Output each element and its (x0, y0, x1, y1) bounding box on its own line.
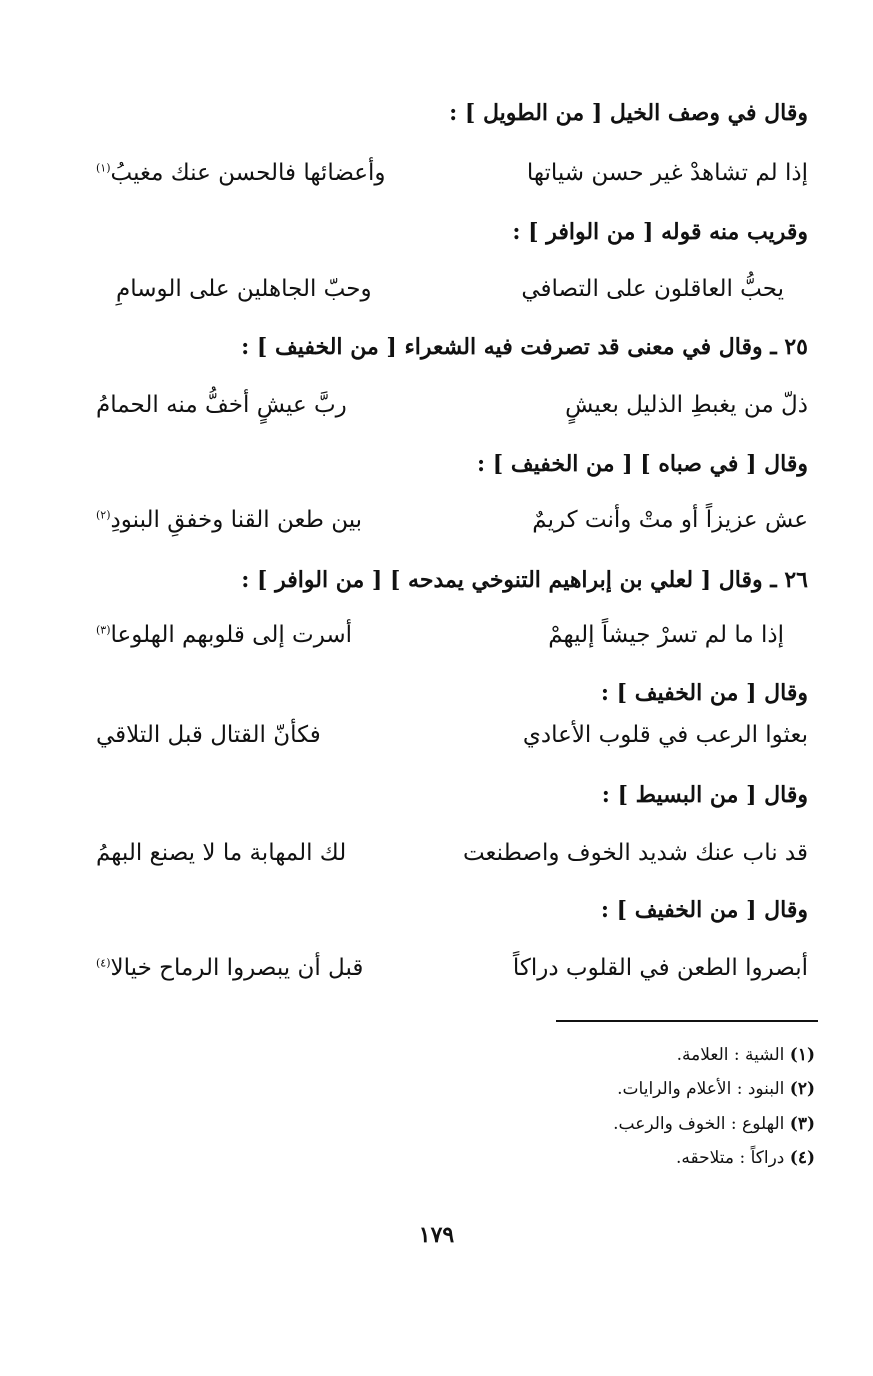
footnote-ref: (٤) (96, 956, 111, 970)
footnote-text: البنود : الأعلام والرايات. (617, 1079, 785, 1099)
verse-first-hemistich: عش عزيزاً أو متْ وأنت كريمٌ (532, 507, 808, 533)
footnote-number: (١) (789, 1045, 815, 1065)
verse-line (96, 272, 808, 306)
intro-line: وقال [ من الخفيف ] : (600, 897, 808, 923)
verse-first-hemistich: إذا لم تشاهدْ غير حسن شياتها (526, 160, 808, 186)
verse-first-hemistich: أبصروا الطعن في القلوب دراكاً (512, 955, 808, 981)
intro-line: وقال [ من الخفيف ] : (600, 680, 808, 706)
footnote-separator (556, 1020, 818, 1022)
footnote (677, 1043, 815, 1067)
verse-second-hemistich: وحبّ الجاهلين على الوسامِ (116, 276, 372, 302)
footnote (617, 1077, 815, 1101)
verse-second-hemistich: قبل أن يبصروا الرماح خيالا$^{(٤)}$ (96, 955, 364, 981)
footnote-ref: (٣) (96, 623, 111, 637)
verse-second-hemistich: ربَّ عيشٍ أخفُّ منه الحمامُ (96, 392, 347, 418)
footnote-ref: (٢) (96, 508, 111, 522)
footnote (613, 1112, 815, 1136)
intro-line: وقال [ من البسيط ] : (601, 782, 808, 808)
verse-first-hemistich: قد ناب عنك شديد الخوف واصطنعت (462, 840, 808, 866)
verse-line (96, 836, 808, 870)
footnote-ref: (١) (96, 161, 111, 175)
verse-second-hemistich: بين طعن القنا وخفقِ البنودِ$^{(٢)}$ (96, 507, 363, 533)
verse-line (96, 156, 808, 190)
intro-line: ٢٥ ـ وقال في معنى قد تصرفت فيه الشعراء [ من الخفيف ] : (241, 334, 808, 360)
verse-line (96, 503, 808, 537)
footnote-number: (٤) (789, 1148, 815, 1168)
footnote (676, 1146, 815, 1170)
footnote-text: الهلوع : الخوف والرعب. (613, 1114, 785, 1134)
verse-first-hemistich: ذلّ من يغبطِ الذليل بعيشٍ (565, 392, 808, 418)
verse-line (96, 718, 808, 752)
verse-second-hemistich: أسرت إلى قلوبهم الهلوعا$^{(٣)}$ (96, 622, 353, 648)
verse-second-hemistich: لك المهابة ما لا يصنع البهمُ (96, 840, 347, 866)
footnote-text: الشية : العلامة. (676, 1045, 785, 1065)
intro-line: ٢٦ ـ وقال [ لعلي بن إبراهيم التنوخي يمدحه ] [ من الوافر ] : (241, 567, 808, 593)
verse-line (96, 388, 808, 422)
verse-line (96, 618, 808, 652)
footnote-number: (٢) (789, 1079, 815, 1099)
verse-first-hemistich: يحبُّ العاقلون على التصافي (521, 276, 784, 302)
footnote-text: دراكاً : متلاحقه. (676, 1148, 785, 1168)
verse-first-hemistich: إذا ما لم تسرْ جيشاً إليهمْ (548, 622, 784, 648)
page-number: ١٧٩ (418, 1222, 455, 1248)
verse-second-hemistich: وأعضائها فالحسن عنك مغيبُ$^{(١)}$ (96, 160, 386, 186)
footnote-number: (٣) (789, 1114, 815, 1134)
verse-second-hemistich: فكأنّ القتال قبل التلاقي (96, 722, 321, 748)
verse-first-hemistich: بعثوا الرعب في قلوب الأعادي (522, 722, 808, 748)
intro-line: وقال [ في صباه ] [ من الخفيف ] : (476, 451, 808, 477)
intro-line: وقريب منه قوله [ من الوافر ] : (512, 219, 808, 245)
intro-line: وقال في وصف الخيل [ من الطويل ] : (449, 100, 808, 126)
verse-line (96, 951, 808, 985)
